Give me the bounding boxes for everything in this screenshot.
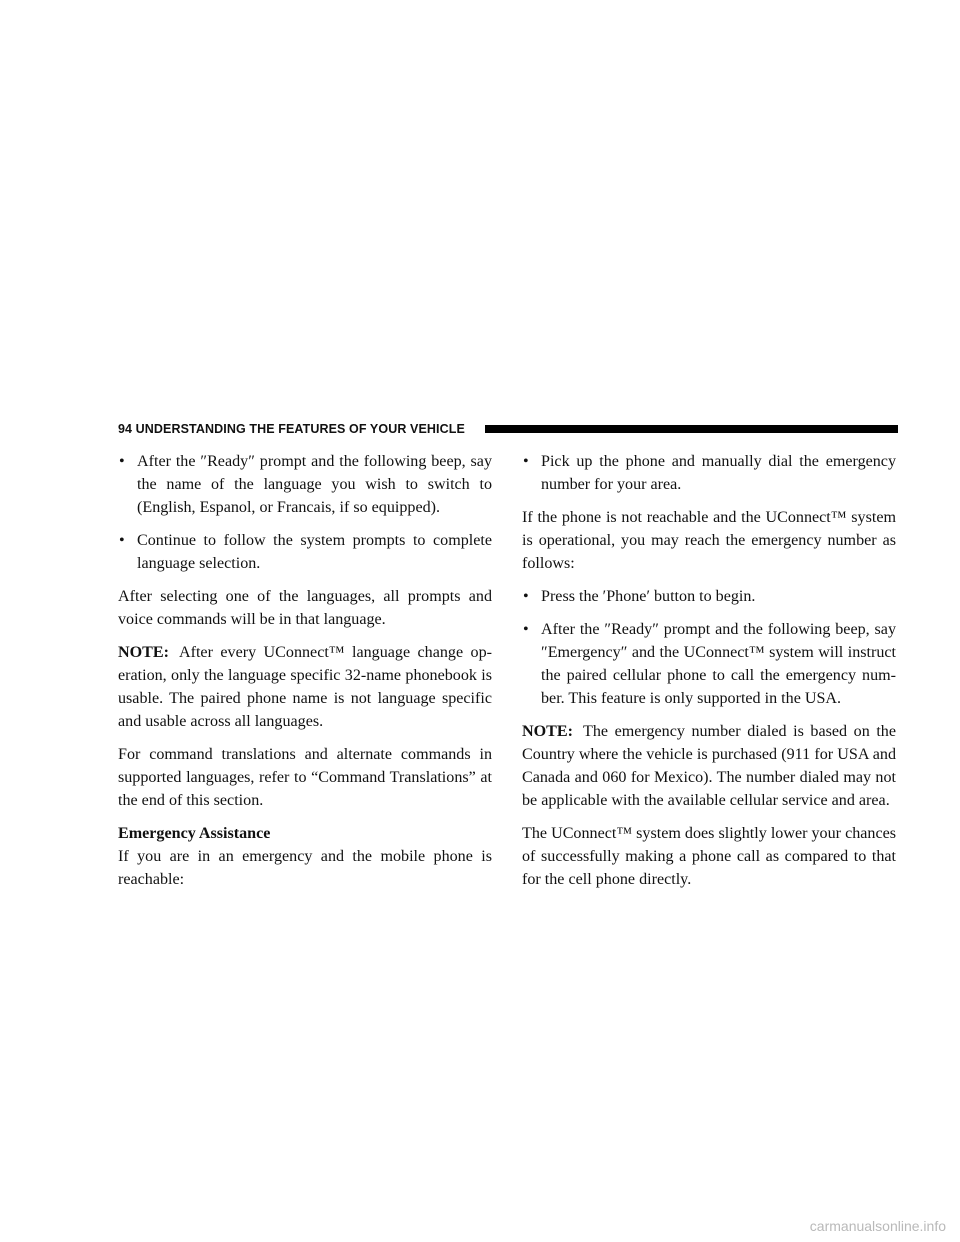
- watermark: carmanualsonline.info: [809, 1218, 946, 1234]
- header-rule: [485, 425, 898, 433]
- section-heading: Emergency Assistance: [118, 825, 271, 842]
- bullet-icon: •: [119, 453, 125, 470]
- note-text: The emergency number dialed is based on the Country where the vehicle is purchased (911 for USA and Canada and 060 for Mexico). The number dialed may not be applicable with the available cellular service and area.: [522, 723, 896, 809]
- list-item-text: After the ″Ready″ prompt and the following beep, say ″Emergency″ and the UConnect™ system will instruct the paired cellular phone to call the emergency num-ber. This feature is only supported in the USA.: [541, 621, 896, 707]
- paragraph: After selecting one of the languages, all prompts and voice commands will be in that language.: [118, 588, 492, 628]
- list-item: [522, 585, 896, 608]
- paragraph: If the phone is not reachable and the UConnect™ system is operational, you may reach the emergency number as follows:: [522, 509, 896, 572]
- note-paragraph: [522, 720, 896, 812]
- left-column: [118, 450, 492, 901]
- bullet-icon: •: [523, 621, 529, 638]
- bullet-icon: •: [523, 453, 529, 470]
- list-item: [522, 450, 896, 496]
- bullet-icon: •: [119, 532, 125, 549]
- page-header-title: 94 UNDERSTANDING THE FEATURES OF YOUR VEHICLE: [118, 422, 465, 436]
- note-paragraph: [118, 641, 492, 733]
- list-item: [118, 450, 492, 519]
- bullet-icon: •: [523, 588, 529, 605]
- right-column: [522, 450, 896, 901]
- list-item: [118, 529, 492, 575]
- list-item-text: After the ″Ready″ prompt and the following beep, say the name of the language you wish to switch to (English, Espanol, or Francais, if so equipped).: [137, 453, 492, 516]
- note-label: NOTE:: [118, 644, 169, 661]
- list-item: [522, 618, 896, 710]
- list-item-text: Press the ′Phone′ button to begin.: [541, 588, 756, 605]
- note-label: NOTE:: [522, 723, 573, 740]
- note-text: After every UConnect™ language change op-eration, only the language specific 32-name phonebook is usable. The paired phone name is not language specific and usable across all languages.: [118, 644, 492, 730]
- paragraph: If you are in an emergency and the mobile phone is reachable:: [118, 848, 492, 888]
- list-item-text: Pick up the phone and manually dial the emergency number for your area.: [541, 453, 896, 493]
- paragraph: The UConnect™ system does slightly lower your chances of successfully making a phone call as compared to that for the cell phone directly.: [522, 825, 896, 888]
- list-item-text: Continue to follow the system prompts to complete language selection.: [137, 532, 492, 572]
- page-header: [118, 420, 898, 438]
- paragraph: For command translations and alternate commands in supported languages, refer to “Command Translations” at the end of this section.: [118, 746, 492, 809]
